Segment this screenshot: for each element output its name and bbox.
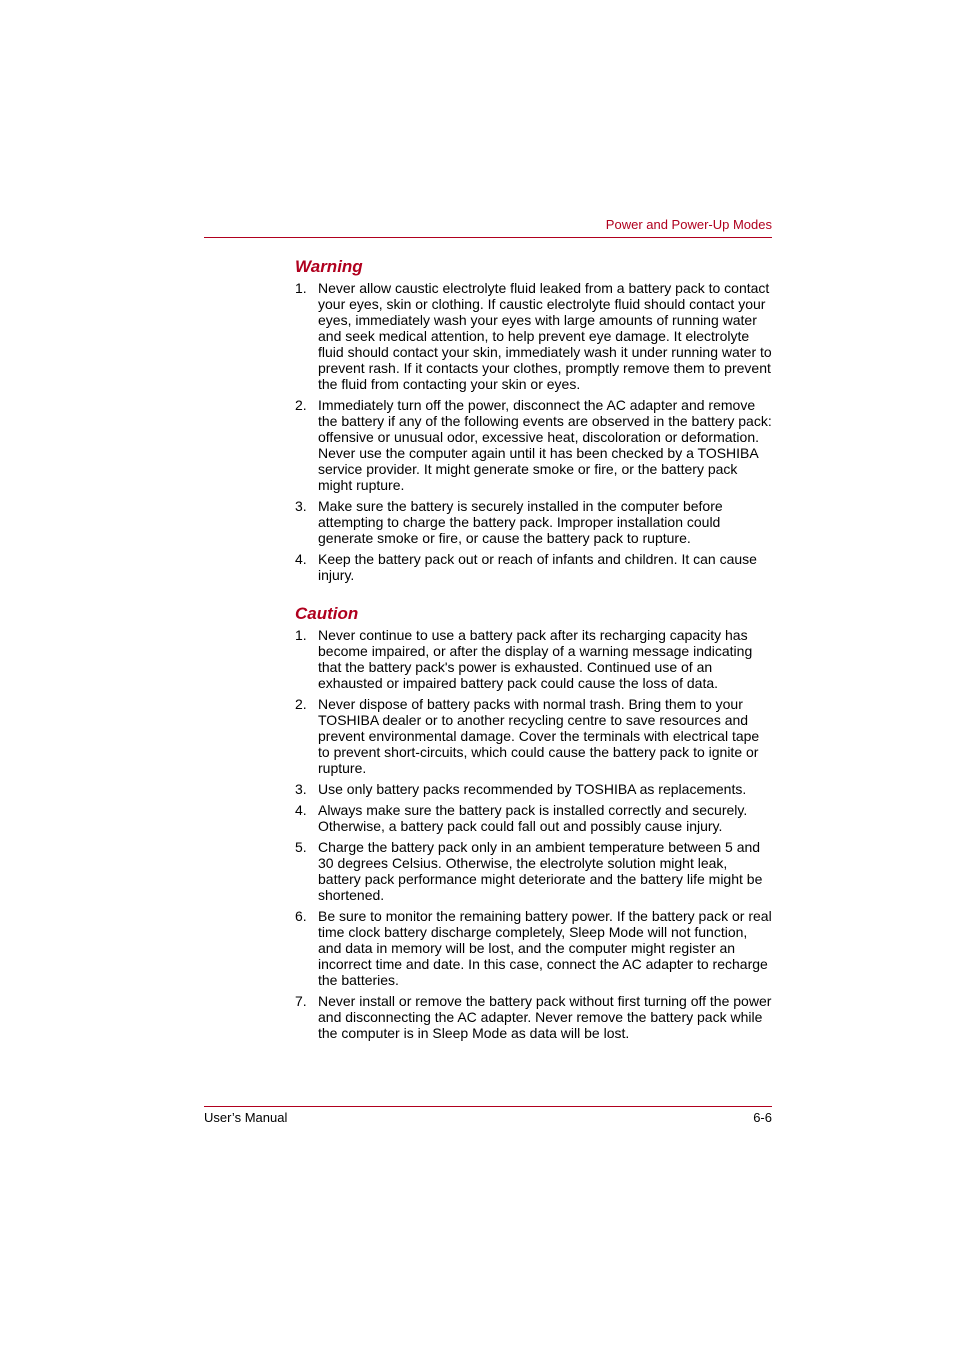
list-text: Immediately turn off the power, disconnect the AC adapter and remove the battery if any of the following events are observed in the battery pack: offensive or unusual odor, excessive heat, discoloration or deformation. Never use the computer again until it has been checked by a TOSHIBA service provider. It might generate smoke or fire, or the battery pack might rupture.: [318, 397, 772, 493]
warning-heading: Warning: [295, 257, 363, 276]
list-item: [295, 839, 772, 903]
list-item: [295, 993, 772, 1041]
list-item: [295, 627, 772, 691]
page-content: [295, 256, 772, 1046]
list-number: 2.: [295, 696, 307, 712]
list-item: [295, 397, 772, 493]
list-number: 3.: [295, 781, 307, 797]
list-text: Always make sure the battery pack is installed correctly and securely. Otherwise, a battery pack could fall out and possibly cause injury.: [318, 802, 748, 834]
footer-manual-title: User’s Manual: [204, 1110, 288, 1125]
warning-list: [295, 280, 772, 583]
list-text: Never install or remove the battery pack without first turning off the power and disconnecting the AC adapter. Never remove the battery pack while the computer is in Sleep Mode as data will be lost.: [318, 993, 772, 1041]
list-item: [295, 280, 772, 392]
list-text: Keep the battery pack out or reach of infants and children. It can cause injury.: [318, 551, 757, 583]
list-number: 4.: [295, 551, 307, 567]
list-number: 3.: [295, 498, 307, 514]
list-number: 1.: [295, 280, 307, 296]
list-text: Charge the battery pack only in an ambient temperature between 5 and 30 degrees Celsius. Otherwise, the electrolyte solution might leak, battery pack performance might deteriorate and the battery life might be shortened.: [318, 839, 763, 903]
list-text: Never dispose of battery packs with normal trash. Bring them to your TOSHIBA dealer or to another recycling centre to save resources and prevent environmental damage. Cover the terminals with electrical tape to prevent short-circuits, which could cause the battery pack to ignite or rupture.: [318, 696, 760, 776]
list-text: Use only battery packs recommended by TOSHIBA as replacements.: [318, 781, 747, 797]
list-text: Be sure to monitor the remaining battery power. If the battery pack or real time clock battery discharge completely, Sleep Mode will not function, and data in memory will be lost, and the computer might register an incorrect time and date. In this case, connect the AC adapter to recharge the batteries.: [318, 908, 772, 988]
list-item: [295, 696, 772, 776]
list-number: 7.: [295, 993, 307, 1009]
list-number: 1.: [295, 627, 307, 643]
list-item: [295, 551, 772, 583]
list-item: [295, 781, 772, 797]
footer-page-number: 6-6: [753, 1110, 772, 1125]
list-text: Make sure the battery is securely installed in the computer before attempting to charge the battery pack. Improper installation could generate smoke or fire, or cause the battery pack to rupture.: [318, 498, 723, 546]
list-text: Never allow caustic electrolyte fluid leaked from a battery pack to contact your eyes, skin or clothing. If caustic electrolyte fluid should contact your eyes, immediately wash your eyes with large amounts of running water and seek medical attention, to help prevent eye damage. It electrolyte fluid should contact your skin, immediately wash it under running water to prevent rash. If it contacts your clothes, promptly remove them to prevent the fluid from contacting your skin or eyes.: [318, 280, 772, 392]
caution-list: [295, 627, 772, 1041]
list-item: [295, 908, 772, 988]
list-item: [295, 498, 772, 546]
list-item: [295, 802, 772, 834]
running-header-title: Power and Power-Up Modes: [605, 217, 772, 232]
header-rule: [204, 237, 772, 238]
list-number: 4.: [295, 802, 307, 818]
list-text: Never continue to use a battery pack after its recharging capacity has become impaired, or after the display of a warning message indicating that the battery pack's power is exhausted. Continued use of an exhausted or impaired battery pack could cause the loss of data.: [318, 627, 753, 691]
footer-rule: [204, 1106, 772, 1107]
caution-heading: Caution: [295, 604, 359, 623]
list-number: 6.: [295, 908, 307, 924]
list-number: 5.: [295, 839, 307, 855]
list-number: 2.: [295, 397, 307, 413]
